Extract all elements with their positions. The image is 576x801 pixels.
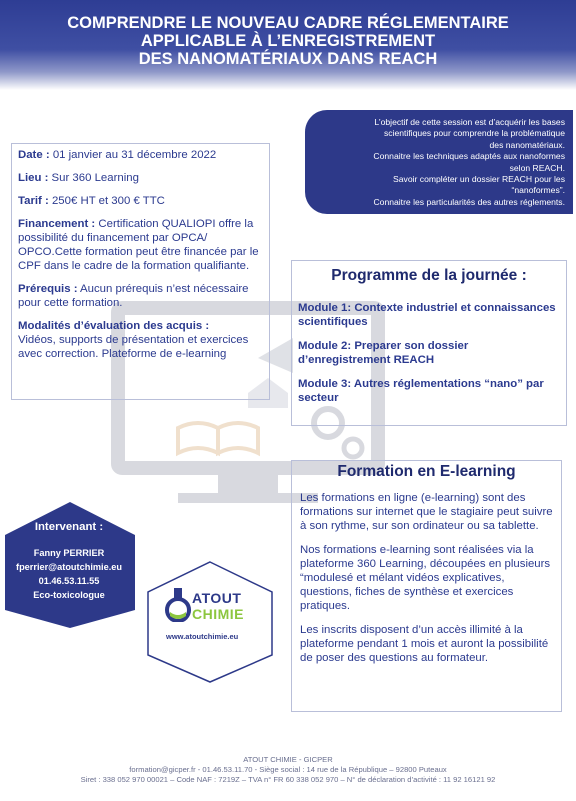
logo-word-atout: ATOUT <box>192 590 242 606</box>
intervenant-role: Eco-toxicologue <box>33 590 105 600</box>
objective-line: Connaitre les techniques adaptés aux nanoformes <box>373 151 565 162</box>
logo-url[interactable]: www.atoutchimie.eu <box>166 632 239 641</box>
date-row: Date : 01 janvier au 31 décembre 2022 <box>18 149 217 161</box>
footer-line: formation@gicper.fr - 01.46.53.11.70 - Siège social : 14 rue de la République – 92800 Puteaux <box>129 765 447 774</box>
elearning-paragraph: Les formations en ligne (e-learning) sont des formations sur internet que le stagiaire peut suivre à son rythme, sur son ordinateur ou sa tablette. <box>300 492 553 532</box>
objective-line: des nanomatériaux. <box>489 139 565 150</box>
elearning-title: Formation en E-learning <box>337 463 516 480</box>
intervenant-name: Fanny PERRIER <box>33 548 105 558</box>
book-icon <box>178 423 258 453</box>
prerequis-row: Prérequis : Aucun prérequis n’est nécessaire pour cette formation. <box>18 283 249 309</box>
atout-chimie-logo <box>160 588 260 648</box>
flask-icon <box>164 588 192 622</box>
objective-panel <box>305 110 573 214</box>
elearning-paragraph: Nos formations e-learning sont réalisées via la plateforme 360 Learning, découpées en plusieurs “modulesé et mélant vidéos explicatives, questions, fiches de synthèse et exercices pratiques. <box>300 544 551 612</box>
page-title <box>0 14 576 68</box>
programme-title: Programme de la journée : <box>331 267 527 284</box>
intervenant-phone: 01.46.53.11.55 <box>38 576 100 586</box>
objective-line: “nanoformes”. <box>511 185 565 196</box>
objective-line: selon REACH. <box>509 162 565 173</box>
lieu-row: Lieu : Sur 360 Learning <box>18 172 139 184</box>
programme-box <box>291 260 567 426</box>
elearning-paragraph: Les inscrits disposent d’un accès illimité à la plateforme pendant 1 mois et auront la possibilité de poser des questions au formateur. <box>300 624 549 664</box>
tarif-row: Tarif : 250€ HT et 300 € TTC <box>18 195 165 207</box>
intervenant-block <box>0 521 138 602</box>
intervenant-heading: Intervenant : <box>34 521 104 533</box>
footer-line: ATOUT CHIMIE - GICPER <box>243 755 333 764</box>
objective-line: scientifiques pour comprendre la problématique <box>383 128 565 139</box>
module-item: Module 3: Autres réglementations “nano” par secteur <box>298 378 544 404</box>
footer-line: Siret : 338 052 970 00021 – Code NAF : 7219Z – TVA n° FR 60 338 052 970 – N° de déclaration d’activité : 11 92 16121 92 <box>80 775 496 784</box>
title-line-3: DES NANOMATÉRIAUX DANS REACH <box>138 50 438 68</box>
elearning-box <box>291 460 562 712</box>
objective-line: L’objectif de cette session est d’acquérir les bases <box>374 117 565 127</box>
title-line-1: COMPRENDRE LE NOUVEAU CADRE RÉGLEMENTAIRE <box>67 14 509 32</box>
financement-row: Financement : Certification QUALIOPI offre la possibilité du financement par OPCA/ OPCO.Cette formation peut être financée par le CPF dans le cadre de la formation qualifiante. <box>18 218 259 272</box>
objective-line: Savoir compléter un dossier REACH pour les <box>393 174 565 185</box>
intervenant-email[interactable]: fperrier@atoutchimie.eu <box>16 562 122 572</box>
logo-word-chimie: CHIMIE <box>192 606 244 622</box>
footer <box>0 755 576 785</box>
module-item: Module 2: Preparer son dossier d’enregistrement REACH <box>298 340 469 366</box>
objective-line: Connaitre les particularités des autres réglements. <box>373 196 565 207</box>
title-line-2: APPLICABLE À L’ENREGISTREMENT <box>140 32 436 50</box>
module-item: Module 1: Contexte industriel et connaissances scientifiques <box>298 302 556 328</box>
modalites-row: Modalités d’évaluation des acquis : Vidéos, supports de présentation et exercices avec correction. Plateforme de e-learning <box>18 320 249 360</box>
info-box <box>11 143 270 400</box>
